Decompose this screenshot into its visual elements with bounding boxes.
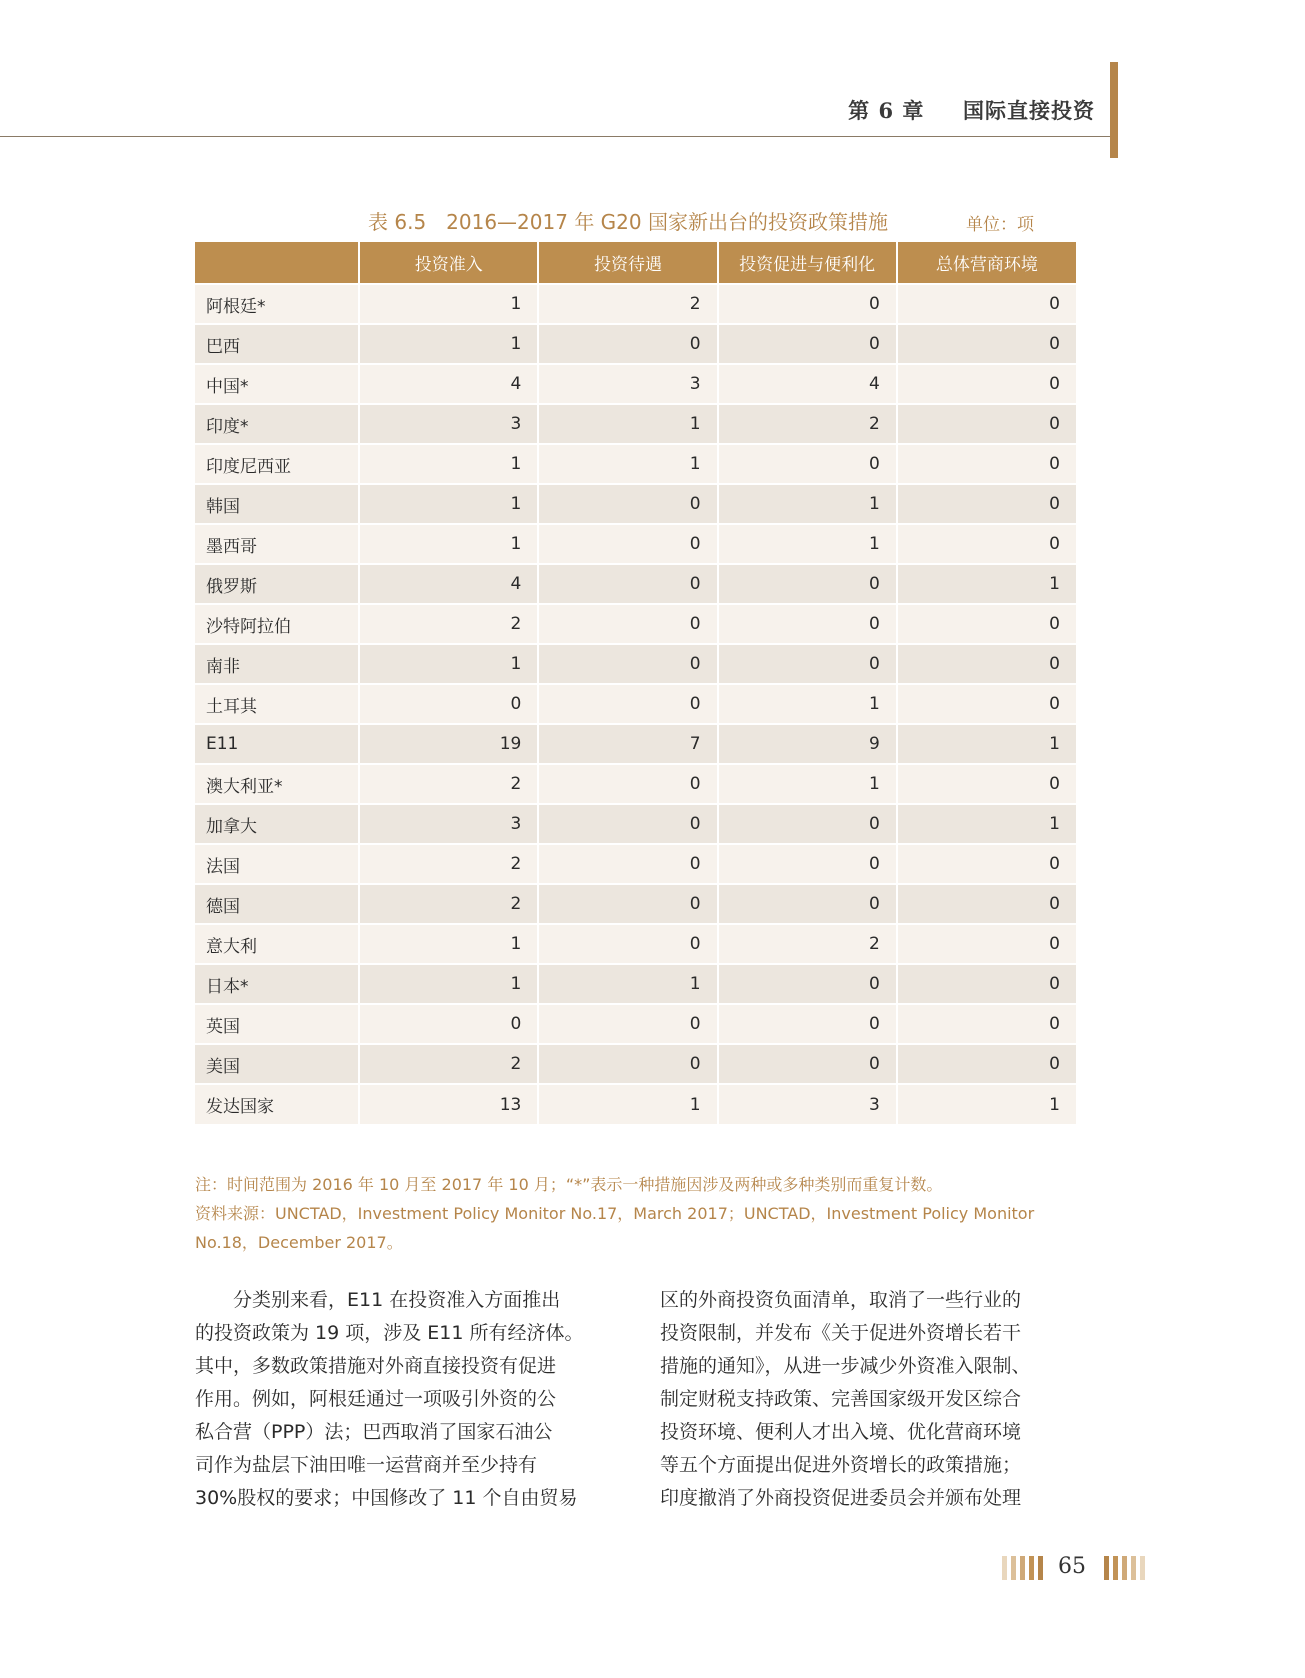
table-cell: 0 xyxy=(359,1004,538,1044)
table-cell: 3 xyxy=(718,1084,897,1124)
table-cell: 0 xyxy=(718,444,897,484)
table-cell: 0 xyxy=(538,1044,717,1084)
table-cell: 0 xyxy=(897,484,1076,524)
row-label: 巴西 xyxy=(195,324,359,364)
table-row xyxy=(195,404,1076,444)
row-label: 南非 xyxy=(195,644,359,684)
table-cell: 0 xyxy=(538,604,717,644)
table-cell: 2 xyxy=(359,884,538,924)
row-label: 美国 xyxy=(195,1044,359,1084)
table-unit: 单位：项 xyxy=(966,215,1034,235)
row-label: 英国 xyxy=(195,1004,359,1044)
table-cell: 0 xyxy=(897,324,1076,364)
table-cell: 0 xyxy=(718,804,897,844)
row-label: 德国 xyxy=(195,884,359,924)
table-row xyxy=(195,1084,1076,1124)
table-cell: 0 xyxy=(538,684,717,724)
table-row xyxy=(195,964,1076,1004)
table-cell: 9 xyxy=(718,724,897,764)
chapter-title: 国际直接投资 xyxy=(963,99,1095,123)
body-column-left xyxy=(195,1284,615,1515)
table-cell: 0 xyxy=(718,324,897,364)
paragraph-line: 区的外商投资负面清单，取消了一些行业的 xyxy=(660,1289,1022,1311)
chapter-suffix: 章 xyxy=(902,99,925,123)
row-label: 法国 xyxy=(195,844,359,884)
table-cell: 0 xyxy=(538,1004,717,1044)
table-cell: 2 xyxy=(359,764,538,804)
source-line-2: No.18，December 2017。 xyxy=(195,1233,403,1252)
row-label: 韩国 xyxy=(195,484,359,524)
table-cell: 0 xyxy=(897,524,1076,564)
table-cell: 19 xyxy=(359,724,538,764)
table-cell: 0 xyxy=(897,644,1076,684)
table-cell: 4 xyxy=(718,364,897,404)
table-row xyxy=(195,724,1076,764)
paragraph-line: 的投资政策为 19 项，涉及 E11 所有经济体。 xyxy=(195,1322,584,1344)
table-cell: 0 xyxy=(897,404,1076,444)
table-cell: 0 xyxy=(538,924,717,964)
table-cell: 1 xyxy=(897,804,1076,844)
table-cell: 1 xyxy=(359,524,538,564)
table-cell: 0 xyxy=(538,884,717,924)
paragraph-line: 其中，多数政策措施对外商直接投资有促进 xyxy=(195,1355,557,1377)
row-label: 中国* xyxy=(195,364,359,404)
table-row xyxy=(195,324,1076,364)
table-cell: 0 xyxy=(538,324,717,364)
row-label: 沙特阿拉伯 xyxy=(195,604,359,644)
table-cell: 0 xyxy=(897,364,1076,404)
table-cell: 1 xyxy=(897,1084,1076,1124)
row-label: 阿根廷* xyxy=(195,284,359,324)
row-label: 澳大利亚* xyxy=(195,764,359,804)
table-cell: 0 xyxy=(897,604,1076,644)
table-row xyxy=(195,604,1076,644)
table-cell: 0 xyxy=(718,964,897,1004)
table-row xyxy=(195,684,1076,724)
table-row xyxy=(195,444,1076,484)
paragraph-line: 作用。例如，阿根廷通过一项吸引外资的公 xyxy=(195,1388,557,1410)
table-cell: 0 xyxy=(718,884,897,924)
table-cell: 1 xyxy=(359,444,538,484)
row-label: 印度尼西亚 xyxy=(195,444,359,484)
table-cell: 0 xyxy=(897,444,1076,484)
table-cell: 0 xyxy=(897,924,1076,964)
table-cell: 7 xyxy=(538,724,717,764)
table-cell: 4 xyxy=(359,364,538,404)
table-cell: 0 xyxy=(897,764,1076,804)
row-label: 印度* xyxy=(195,404,359,444)
table-cell: 0 xyxy=(718,644,897,684)
table-cell: 0 xyxy=(897,1044,1076,1084)
paragraph-line: 措施的通知》，从进一步减少外资准入限制、 xyxy=(660,1355,1031,1377)
table-cell: 4 xyxy=(359,564,538,604)
table-row xyxy=(195,924,1076,964)
table-row xyxy=(195,804,1076,844)
column-header: 投资准入 xyxy=(359,242,538,284)
table-row xyxy=(195,764,1076,804)
table-cell: 0 xyxy=(897,684,1076,724)
row-label: 土耳其 xyxy=(195,684,359,724)
paragraph-line: 私合营（PPP）法；巴西取消了国家石油公 xyxy=(195,1421,553,1443)
table-cell: 0 xyxy=(718,1004,897,1044)
paragraph-line: 印度撤消了外商投资促进委员会并颁布处理 xyxy=(660,1487,1022,1509)
table-cell: 1 xyxy=(538,964,717,1004)
paragraph-line: 制定财税支持政策、完善国家级开发区综合 xyxy=(660,1388,1022,1410)
table-cell: 1 xyxy=(359,924,538,964)
table-row xyxy=(195,644,1076,684)
table-cell: 0 xyxy=(897,284,1076,324)
header-accent-bar xyxy=(1110,62,1118,158)
table-header-row xyxy=(195,242,1076,284)
table-notes xyxy=(195,1170,1085,1257)
row-label: 俄罗斯 xyxy=(195,564,359,604)
table-cell: 0 xyxy=(538,564,717,604)
table-cell: 2 xyxy=(538,284,717,324)
footer-stripes-right xyxy=(1104,1556,1145,1580)
header-rule xyxy=(0,136,1110,137)
table-cell: 2 xyxy=(359,844,538,884)
row-label: 日本* xyxy=(195,964,359,1004)
table-cell: 2 xyxy=(718,924,897,964)
table-row xyxy=(195,284,1076,324)
table-cell: 0 xyxy=(538,804,717,844)
table-cell: 0 xyxy=(538,764,717,804)
chapter-heading xyxy=(848,95,1095,125)
table-cell: 1 xyxy=(359,964,538,1004)
table-cell: 1 xyxy=(359,484,538,524)
table-cell: 1 xyxy=(538,1084,717,1124)
table-cell: 0 xyxy=(897,1004,1076,1044)
column-header: 总体营商环境 xyxy=(897,242,1076,284)
paragraph-line: 司作为盐层下油田唯一运营商并至少持有 xyxy=(195,1454,538,1476)
table-cell: 0 xyxy=(538,844,717,884)
table-cell: 0 xyxy=(897,884,1076,924)
table-row xyxy=(195,364,1076,404)
table-cell: 0 xyxy=(718,1044,897,1084)
table-cell: 0 xyxy=(718,604,897,644)
paragraph-line: 30%股权的要求；中国修改了 11 个自由贸易 xyxy=(195,1487,578,1509)
table-cell: 1 xyxy=(718,484,897,524)
paragraph-line: 投资限制，并发布《关于促进外资增长若干 xyxy=(660,1322,1022,1344)
table-cell: 1 xyxy=(718,684,897,724)
table-cell: 2 xyxy=(718,404,897,444)
table-cell: 1 xyxy=(359,324,538,364)
note-text: 注：时间范围为 2016 年 10 月至 2017 年 10 月；“*”表示一种措施因涉及两种或多种类别而重复计数。 xyxy=(195,1175,943,1194)
table-cell: 0 xyxy=(897,844,1076,884)
table-cell: 13 xyxy=(359,1084,538,1124)
row-label: 加拿大 xyxy=(195,804,359,844)
table-title: 表 6.5 2016—2017 年 G20 国家新出台的投资政策措施 xyxy=(368,210,888,234)
table-cell: 1 xyxy=(538,404,717,444)
table-row xyxy=(195,844,1076,884)
table-cell: 2 xyxy=(359,1044,538,1084)
table-row xyxy=(195,1004,1076,1044)
table-row xyxy=(195,1044,1076,1084)
table-cell: 0 xyxy=(718,284,897,324)
table-cell: 0 xyxy=(718,564,897,604)
table-cell: 3 xyxy=(538,364,717,404)
row-label: E11 xyxy=(195,724,359,764)
table-cell: 1 xyxy=(897,564,1076,604)
column-header xyxy=(195,242,359,284)
table-cell: 2 xyxy=(359,604,538,644)
table-cell: 3 xyxy=(359,404,538,444)
table-row xyxy=(195,884,1076,924)
table-row xyxy=(195,484,1076,524)
page-number: 65 xyxy=(1058,1554,1086,1579)
table-cell: 0 xyxy=(897,964,1076,1004)
table-cell: 1 xyxy=(718,764,897,804)
source-line-1: 资料来源：UNCTAD，Investment Policy Monitor No.17，March 2017；UNCTAD，Investment Policy Monitor xyxy=(195,1204,1035,1223)
table-cell: 0 xyxy=(538,644,717,684)
table-cell: 1 xyxy=(538,444,717,484)
table-cell: 1 xyxy=(359,644,538,684)
paragraph-line: 分类别来看，E11 在投资准入方面推出 xyxy=(233,1289,561,1311)
table-cell: 3 xyxy=(359,804,538,844)
paragraph-line: 等五个方面提出促进外资增长的政策措施； xyxy=(660,1454,1022,1476)
table-cell: 1 xyxy=(718,524,897,564)
table-cell: 1 xyxy=(897,724,1076,764)
table-cell: 0 xyxy=(538,484,717,524)
row-label: 墨西哥 xyxy=(195,524,359,564)
body-column-right xyxy=(660,1284,1080,1515)
policy-table xyxy=(195,242,1076,1124)
table-cell: 0 xyxy=(359,684,538,724)
footer-stripes-left xyxy=(1002,1556,1043,1580)
chapter-number: 6 xyxy=(878,98,895,123)
row-label: 发达国家 xyxy=(195,1084,359,1124)
chapter-label: 第 xyxy=(848,99,871,123)
table-cell: 0 xyxy=(538,524,717,564)
table-row xyxy=(195,524,1076,564)
row-label: 意大利 xyxy=(195,924,359,964)
column-header: 投资待遇 xyxy=(538,242,717,284)
column-header: 投资促进与便利化 xyxy=(718,242,897,284)
paragraph-line: 投资环境、便利人才出入境、优化营商环境 xyxy=(660,1421,1022,1443)
table-row xyxy=(195,564,1076,604)
table-cell: 1 xyxy=(359,284,538,324)
table-cell: 0 xyxy=(718,844,897,884)
